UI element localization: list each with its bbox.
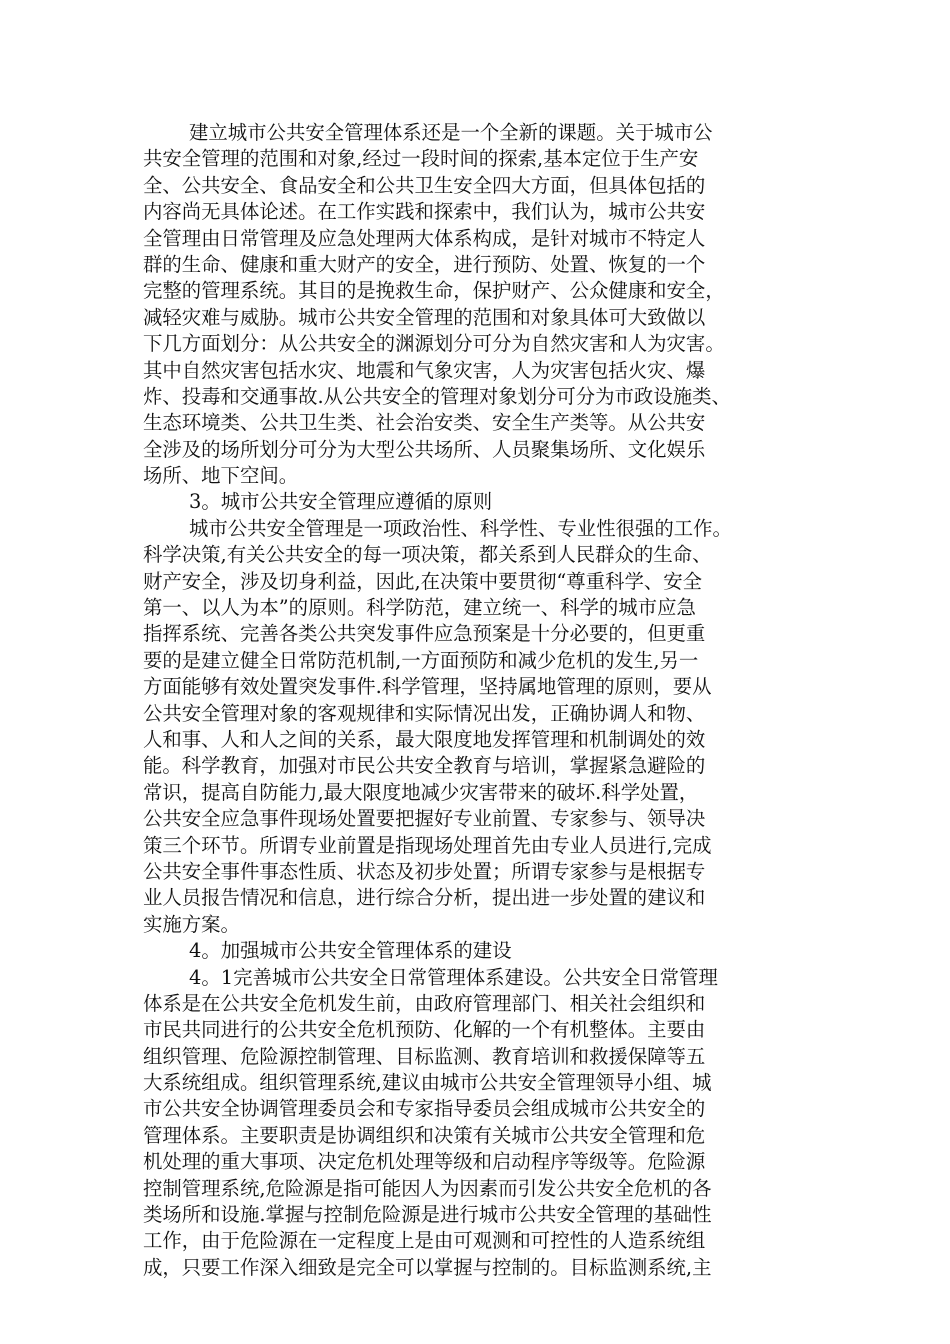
- text-line: 公共安全管理对象的客观规律和实际情况出发，正确协调人和物、: [143, 701, 706, 725]
- text-line: 方面能够有效处置突发事件.科学管理，坚持属地管理的原则，要从: [143, 675, 712, 699]
- text-line: 指挥系统、完善各类公共突发事件应急预案是十分必要的，但更重: [143, 622, 706, 646]
- text-line: 成，只要工作深入细致是完全可以掌握与控制的。目标监测系统,主: [143, 1255, 712, 1279]
- paragraph-first-line: 建立城市公共安全管理体系还是一个全新的课题。关于城市公: [189, 121, 713, 144]
- text-line: 常识，提高自防能力,最大限度地减少灾害带来的破坏.科学处置，: [143, 780, 699, 804]
- text-line: 生态环境类、公共卫生类、社会治安类、安全生产类等。从公共安: [143, 411, 706, 435]
- text-line: 群的生命、健康和重大财产的安全，进行预防、处置、恢复的一个: [143, 252, 706, 276]
- paragraph-first-line: 4。1完善城市公共安全日常管理体系建设。公共安全日常管理: [189, 965, 718, 989]
- text-line: 管理体系。主要职责是协调组织和决策有关城市公共安全管理和危: [143, 1123, 706, 1147]
- text-line: 类场所和设施.掌握与控制危险源是进行城市公共安全管理的基础性: [143, 1203, 712, 1227]
- text-line: 实施方案。: [143, 912, 240, 936]
- text-line: 体系是在公共安全危机发生前，由政府管理部门、相关社会组织和: [143, 991, 706, 1015]
- text-line: 控制管理系统,危险源是指可能因人为因素而引发公共安全危机的各: [143, 1176, 712, 1200]
- text-line: 共安全管理的范围和对象,经过一段时间的探索,基本定位于生产安: [143, 147, 699, 171]
- text-line: 要的是建立健全日常防范机制,一方面预防和减少危机的发生,另一: [143, 648, 699, 672]
- paragraph-first-line: 3。城市公共安全管理应遵循的原则: [189, 490, 493, 514]
- text-line: 工作，由于危险源在一定程度上是由可观测和可控性的人造系统组: [143, 1229, 706, 1253]
- text-line: 第一、以人为本”的原则。科学防范，建立统一、科学的城市应急: [143, 596, 696, 620]
- text-line: 市民共同进行的公共安全危机预防、化解的一个有机整体。主要由: [143, 1018, 706, 1042]
- text-line: 下几方面划分：从公共安全的渊源划分可分为自然灾害和人为灾害。: [143, 332, 725, 356]
- text-line: 公共安全应急事件现场处置要把握好专业前置、专家参与、领导决: [143, 807, 706, 831]
- text-line: 市公共安全协调管理委员会和专家指导委员会组成城市公共安全的: [143, 1097, 706, 1121]
- text-line: 业人员报告情况和信息，进行综合分析，提出进一步处置的建议和: [143, 886, 706, 910]
- text-line: 人和事、人和人之间的关系，最大限度地发挥管理和机制调处的效: [143, 727, 706, 751]
- text-line: 减轻灾难与威胁。城市公共安全管理的范围和对象具体可大致做以: [143, 305, 706, 329]
- paragraph-first-line: 4。加强城市公共安全管理体系的建设: [189, 939, 512, 963]
- text-line: 全、公共安全、食品安全和公共卫生安全四大方面，但具体包括的: [143, 173, 706, 197]
- text-line: 炸、投毒和交通事故.从公共安全的管理对象划分可分为市政设施类、: [143, 384, 731, 408]
- text-line: 机处理的重大事项、决定危机处理等级和启动程序等级等。危险源: [143, 1150, 706, 1174]
- paragraph-first-line: 城市公共安全管理是一项政治性、科学性、专业性很强的工作。: [189, 516, 732, 540]
- text-line: 全涉及的场所划分可分为大型公共场所、人员聚集场所、文化娱乐: [143, 437, 706, 461]
- text-line: 公共安全事件事态性质、状态及初步处置；所谓专家参与是根据专: [143, 859, 706, 883]
- text-line: 内容尚无具体论述。在工作实践和探索中，我们认为，城市公共安: [143, 200, 706, 224]
- text-line: 大系统组成。组织管理系统,建议由城市公共安全管理领导小组、城: [143, 1071, 712, 1095]
- text-line: 科学决策,有关公共安全的每一项决策，都关系到人民群众的生命、: [143, 543, 712, 567]
- document-body: [143, 120, 818, 1281]
- text-line: 完整的管理系统。其目的是挽救生命，保护财产、公众健康和安全，: [143, 279, 725, 303]
- text-line: 策三个环节。所谓专业前置是指现场处理首先由专业人员进行,完成: [143, 833, 712, 857]
- text-line: 组织管理、危险源控制管理、目标监测、教育培训和救援保障等五: [143, 1044, 706, 1068]
- text-line: 能。科学教育，加强对市民公共安全教育与培训，掌握紧急避险的: [143, 754, 706, 778]
- text-line: 全管理由日常管理及应急处理两大体系构成，是针对城市不特定人: [143, 226, 706, 250]
- text-line: 其中自然灾害包括水灾、地震和气象灾害，人为灾害包括火灾、爆: [143, 358, 706, 382]
- text-line: 财产安全，涉及切身利益，因此,在决策中要贯彻“尊重科学、安全: [143, 569, 703, 593]
- text-line: 场所、地下空间。: [143, 464, 299, 488]
